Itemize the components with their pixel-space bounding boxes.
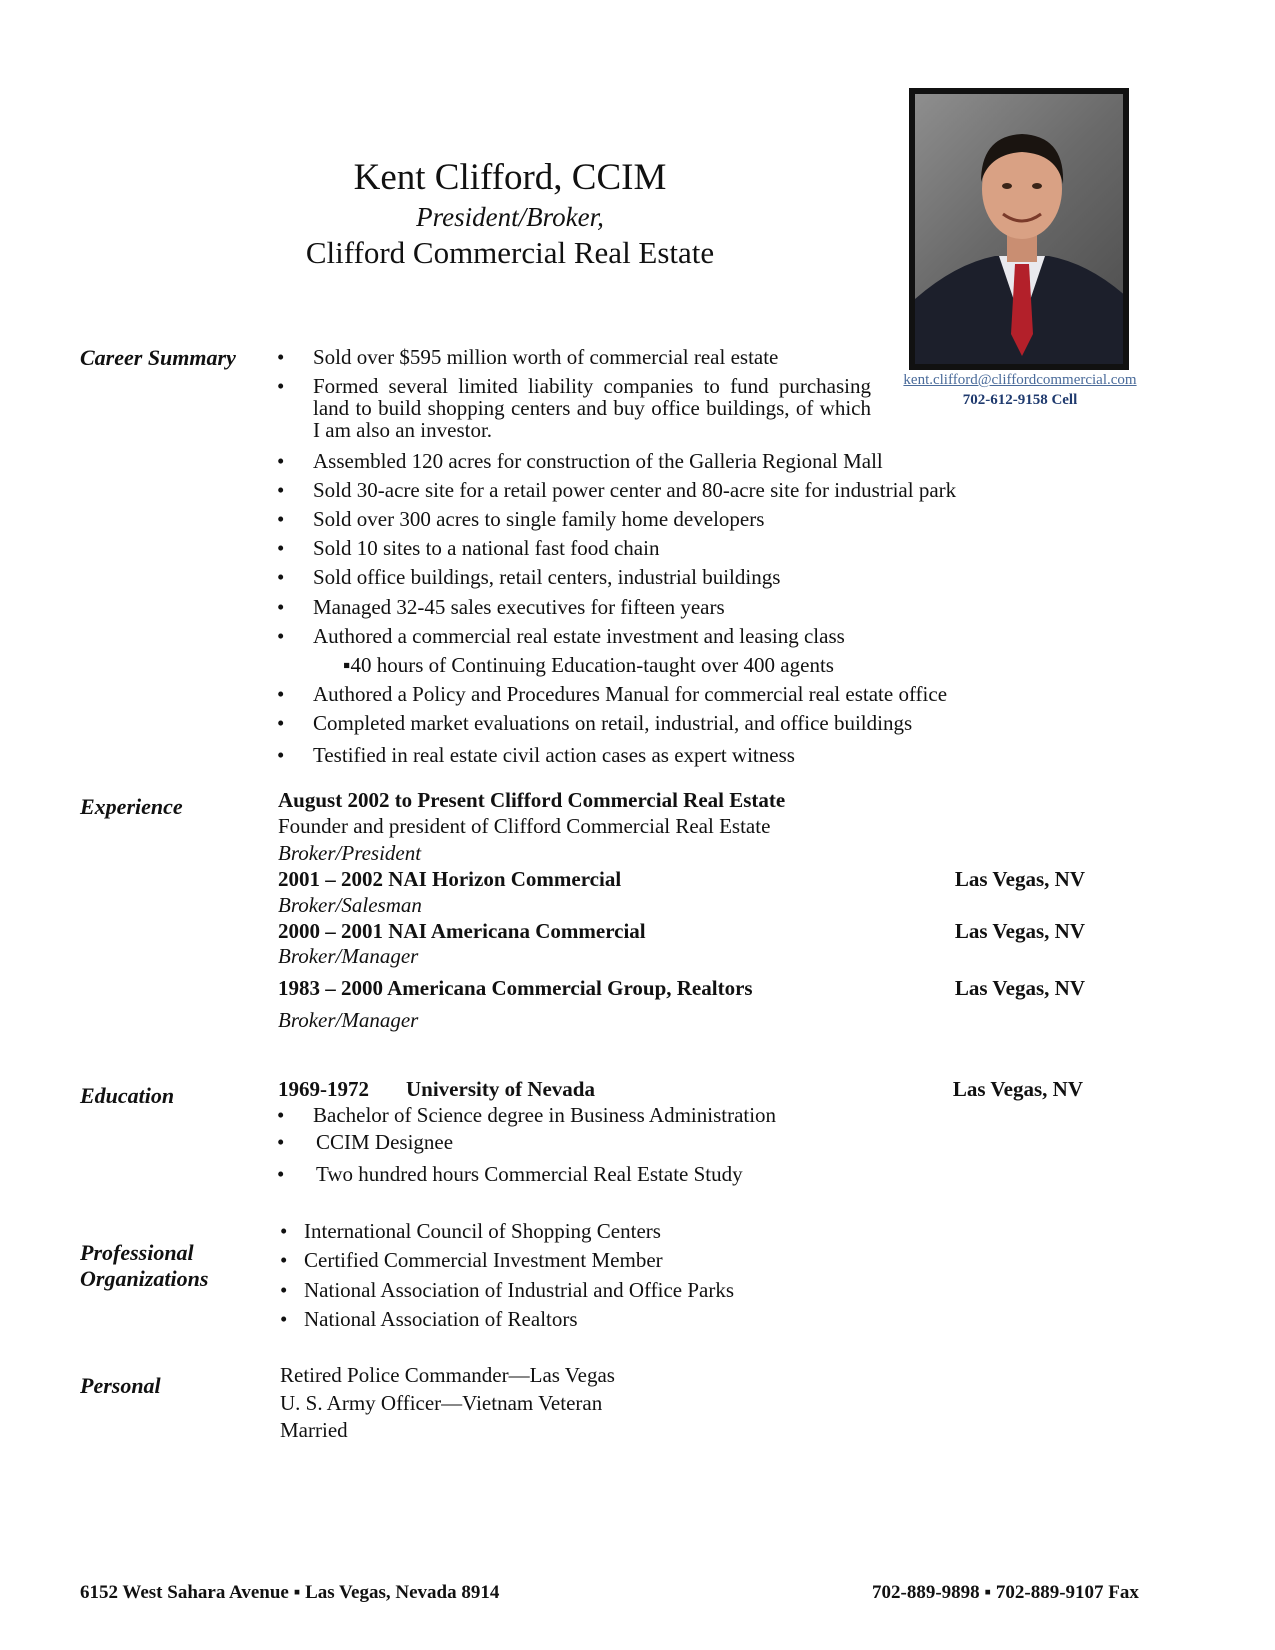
portrait-photo-icon xyxy=(915,94,1123,364)
professional-label-line1: Professional xyxy=(80,1240,194,1265)
job-heading: 2000 – 2001 NAI Americana Commercial xyxy=(278,919,646,943)
education-school: University of Nevada xyxy=(406,1077,595,1101)
company-name: Clifford Commercial Real Estate xyxy=(305,235,715,270)
job-heading: 1983 – 2000 Americana Commercial Group, Realtors xyxy=(278,976,753,1000)
job-location: Las Vegas, NV xyxy=(954,976,1085,1000)
list-sub-item: ▪40 hours of Continuing Education-taught over 400 agents xyxy=(343,653,834,677)
footer-address: 6152 West Sahara Avenue ▪ Las Vegas, Nevada 8914 xyxy=(80,1582,500,1603)
job-role: Broker/Manager xyxy=(278,1008,419,1032)
job-heading: 2001 – 2002 NAI Horizon Commercial xyxy=(278,867,622,891)
experience-label: Experience xyxy=(80,794,183,819)
job-location: Las Vegas, NV xyxy=(954,867,1085,891)
education-years: 1969-1972 xyxy=(278,1077,369,1101)
job-location: Las Vegas, NV xyxy=(954,919,1085,943)
portrait-photo xyxy=(909,88,1129,370)
personal-line: Married xyxy=(280,1418,348,1442)
job-role: Broker/Manager xyxy=(278,944,419,968)
job-role: Broker/Salesman xyxy=(278,893,422,917)
personal-line: Retired Police Commander—Las Vegas xyxy=(280,1363,615,1387)
career-summary-label: Career Summary xyxy=(80,345,236,370)
cell-phone: 702-612-9158 Cell xyxy=(962,392,1078,408)
experience-current-heading: August 2002 to Present Clifford Commercial Real Estate xyxy=(278,788,786,812)
professional-label-line2: Organizations xyxy=(80,1266,209,1291)
experience-current-desc: Founder and president of Clifford Commercial Real Estate xyxy=(278,814,771,838)
person-title: President/Broker, xyxy=(416,202,604,232)
email-link[interactable]: kent.clifford@cliffordcommercial.com xyxy=(903,372,1137,388)
footer-phones: 702-889-9898 ▪ 702-889-9107 Fax xyxy=(872,1582,1139,1603)
education-location: Las Vegas, NV xyxy=(952,1077,1083,1101)
education-label: Education xyxy=(80,1083,175,1108)
experience-current-role: Broker/President xyxy=(278,841,422,865)
person-name: Kent Clifford, CCIM xyxy=(353,157,667,198)
personal-line: U. S. Army Officer—Vietnam Veteran xyxy=(280,1391,603,1415)
personal-label: Personal xyxy=(80,1373,161,1398)
